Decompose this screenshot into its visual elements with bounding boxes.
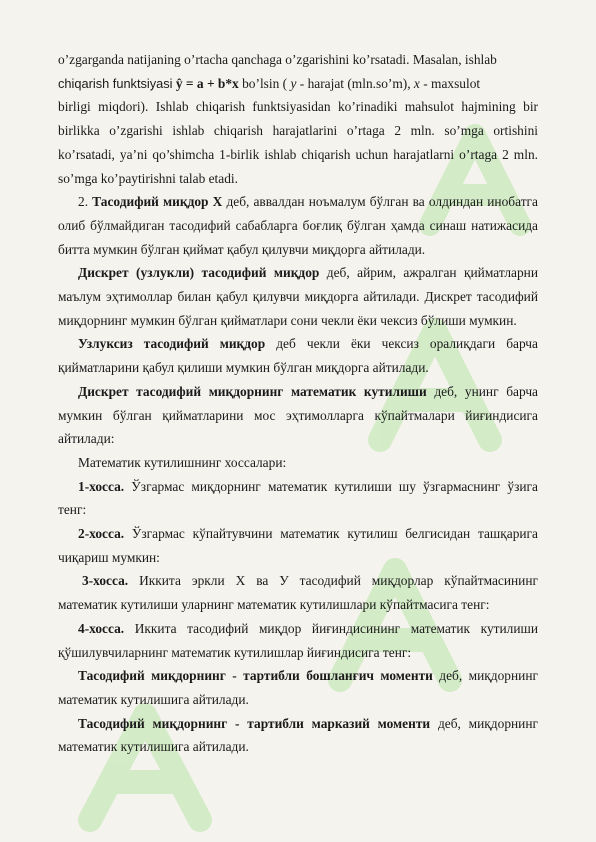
paragraph: [58, 380, 538, 451]
variable: y: [287, 75, 297, 91]
text: Математик кутилишнинг хоссалари:: [78, 454, 287, 470]
text: деб, аввалдан ноъмалум бўлган ва олдиндан инобатга олиб бўлмайдиган тасодифий сабабларга боғлиқ бўлган ҳамда синаш натижасида битта мумкин бўлган қиймат қабул қилувчи миқдорга айтилади.: [58, 194, 538, 257]
text: деб чекли ёки чексиз оралиқдаги барча қийматларини қабул қилиши мумкин бўлган миқдорга айтилади.: [58, 336, 538, 376]
text: Иккита тасодифий миқдор йиғиндисининг математик кутилиши қўшилувчиларнинг математик кутилишлар йиғиндисига тенг:: [58, 620, 538, 660]
text: Ўзгармас миқдорнинг математик кутилиши шу ўзгармаснинг ўзига тенг:: [58, 478, 538, 518]
paragraph: [58, 261, 538, 332]
text: деб, миқдорнинг математик кутилишига айтилади.: [58, 715, 538, 755]
text: деб, миқдорнинг математик кутилишига айтилади.: [58, 668, 538, 707]
document-body: [58, 48, 538, 759]
term: 4-хосса.: [78, 620, 125, 636]
text: birligi miqdori). Ishlab chiqarish funktsiyasidan ko’rinadiki mahsulot hajmining bir birlikka o’zgarishi ishlab chiqarish harajatlarini o’rtaga 2 mln. so’mga ortishini ko’rsatadi, ya’ni qo’shimcha 1-birlik ishlab chiqarish uchun harajatlarni o’rtaga 2 mln. so’mga ko’paytirishni talab etadi.: [58, 99, 538, 186]
paragraph: [58, 332, 538, 379]
variable: x: [410, 75, 420, 91]
text: деб, айрим, ажралган қийматларни маълум эҳтимоллар билан қабул қилувчи миқдорга айтилади. Дискрет тасодифий миқдорнинг мумкин бўлган қийматлари сони чекли ёки чексиз бўлиши мумкин.: [58, 265, 538, 328]
term: 1-хосса.: [78, 478, 125, 494]
term: Тасодифий миқдорнинг - тартибли бошланғич моменти: [78, 668, 433, 684]
term: Узлуксиз тасодифий миқдор: [78, 336, 266, 352]
term: Дискрет тасодифий миқдорнинг математик кутилиши: [78, 383, 427, 399]
text: chiqarish funktsiyasi: [58, 75, 173, 91]
paragraph: [58, 451, 538, 475]
paragraph: [58, 617, 538, 664]
term: Тасодифий миқдор X: [92, 194, 223, 210]
paragraph: [58, 522, 538, 569]
number: 2.: [78, 194, 93, 210]
paragraph: [58, 475, 538, 522]
paragraph: [58, 664, 538, 711]
paragraph: [58, 190, 538, 261]
paragraph: [58, 569, 538, 616]
text: Ўзгармас кўпайтувчини математик кутилиш белгисидан ташқарига чиқариш мумкин:: [58, 526, 538, 565]
paragraph: [58, 48, 538, 190]
text: - harajat (mln.so’m),: [296, 75, 411, 91]
term: 2-хосса.: [78, 526, 125, 542]
term: Тасодифий миқдорнинг - тартибли марказий моменти: [78, 715, 431, 731]
formula: ŷ = a + b*x: [175, 75, 239, 91]
term: 3-хосса.: [82, 573, 129, 589]
text: деб, унинг барча мумкин бўлган қийматларини мос эҳтимолларга кўпайтмалари йиғиндисига айтилади:: [58, 383, 538, 447]
paragraph: [58, 712, 538, 759]
term: Дискрет (узлукли) тасодифий миқдор: [78, 265, 320, 281]
text-line: o’zgarganda natijaning o’rtacha qanchaga o’zgarishini ko’rsatadi. Masalan, ishlab: [58, 52, 497, 67]
text: Иккита эркли X ва У тасодифий миқдорлар кўпайтмасининг математик кутилиши уларнинг математик кутилишлари кўпайтмасига тенг:: [58, 573, 538, 613]
text: - maxsulot: [419, 75, 481, 91]
text: bo’lsin (: [238, 75, 288, 91]
